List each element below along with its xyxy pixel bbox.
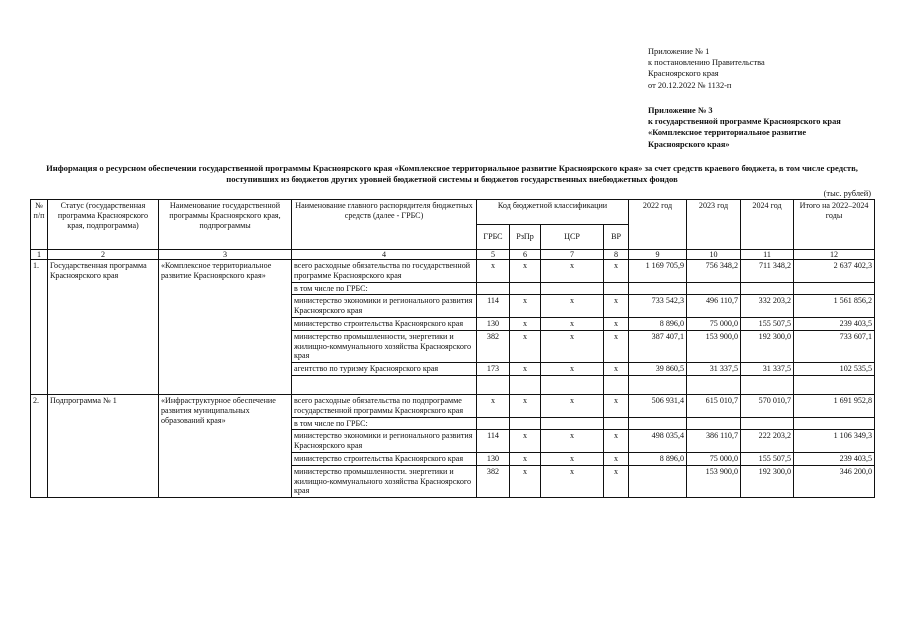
value-2023-cell: 496 110,7 bbox=[687, 295, 741, 318]
rzpr-cell: х bbox=[510, 295, 541, 318]
value-total-cell: 346 200,0 bbox=[794, 465, 875, 497]
csr-cell: х bbox=[541, 452, 604, 465]
grbs-cell: 382 bbox=[477, 330, 510, 362]
rzpr-cell: х bbox=[510, 260, 541, 283]
value-2024-cell: 711 348,2 bbox=[741, 260, 794, 283]
grbs-cell: х bbox=[477, 394, 510, 417]
value-2024-cell bbox=[741, 282, 794, 295]
grbs-name-cell: агентство по туризму Красноярского края bbox=[292, 363, 477, 376]
value-2022-cell: 1 169 705,9 bbox=[629, 260, 687, 283]
header-grbs-name: Наименование главного распорядителя бюджетных средств (далее - ГРБС) bbox=[292, 200, 477, 250]
csr-cell bbox=[541, 417, 604, 430]
grbs-cell bbox=[477, 282, 510, 295]
resource-table bbox=[30, 199, 875, 498]
header-grbs: ГРБС bbox=[477, 225, 510, 250]
header-rzpr: РзПр bbox=[510, 225, 541, 250]
value-2024-cell: 570 010,7 bbox=[741, 394, 794, 417]
vr-cell: х bbox=[604, 452, 629, 465]
grbs-name-cell: министерство экономики и регионального развития Красноярского края bbox=[292, 295, 477, 318]
grbs-name-cell: в том числе по ГРБС: bbox=[292, 417, 477, 430]
value-2022-cell bbox=[629, 417, 687, 430]
column-number: 2 bbox=[48, 250, 159, 260]
csr-cell: х bbox=[541, 260, 604, 283]
annex-1-line: Красноярского края bbox=[648, 69, 719, 79]
annex-1-line: Приложение № 1 bbox=[648, 47, 710, 56]
column-number: 8 bbox=[604, 250, 629, 260]
csr-cell: х bbox=[541, 394, 604, 417]
value-2023-cell: 756 348,2 bbox=[687, 260, 741, 283]
units-label: (тыс. рублей) bbox=[823, 189, 871, 198]
value-2022-cell: 733 542,3 bbox=[629, 295, 687, 318]
vr-cell: х bbox=[604, 317, 629, 330]
rzpr-cell: х bbox=[510, 430, 541, 453]
value-total-cell: 2 637 402,3 bbox=[794, 260, 875, 283]
csr-cell: х bbox=[541, 430, 604, 453]
rzpr-cell bbox=[510, 282, 541, 295]
grbs-name-cell: министерство промышленности, энергетики и жилищно-коммунального хозяйства Красноярского края bbox=[292, 330, 477, 362]
vr-cell: х bbox=[604, 465, 629, 497]
header-2024: 2024 год bbox=[741, 200, 794, 250]
section-1-name: «Комплексное территориальное развитие Красноярского края» bbox=[159, 260, 292, 395]
value-2022-cell: 8 896,0 bbox=[629, 317, 687, 330]
value-total-cell: 239 403,5 bbox=[794, 317, 875, 330]
rzpr-cell: х bbox=[510, 394, 541, 417]
annex-3-line: к государственной программе Красноярского края bbox=[648, 117, 841, 127]
section-2-status: Подпрограмма № 1 bbox=[48, 394, 159, 497]
header-kbk: Код бюджетной классификации bbox=[477, 200, 629, 225]
vr-cell: х bbox=[604, 330, 629, 362]
value-2023-cell: 75 000,0 bbox=[687, 317, 741, 330]
annex-3-line: Приложение № 3 bbox=[648, 106, 713, 115]
header-total: Итого на 2022–2024 годы bbox=[794, 200, 875, 250]
header-csr: ЦСР bbox=[541, 225, 604, 250]
value-2022-cell: 39 860,5 bbox=[629, 363, 687, 376]
header-2022: 2022 год bbox=[629, 200, 687, 250]
column-number: 11 bbox=[741, 250, 794, 260]
value-2024-cell: 155 507,5 bbox=[741, 317, 794, 330]
column-number: 4 bbox=[292, 250, 477, 260]
value-total-cell: 1 561 856,2 bbox=[794, 295, 875, 318]
table-row bbox=[31, 260, 875, 283]
grbs-cell: 130 bbox=[477, 317, 510, 330]
value-2023-cell: 75 000,0 bbox=[687, 452, 741, 465]
column-number: 5 bbox=[477, 250, 510, 260]
value-2024-cell: 155 507,5 bbox=[741, 452, 794, 465]
grbs-name-cell: министерство экономики и регионального развития Красноярского края bbox=[292, 430, 477, 453]
value-2022-cell: 506 931,4 bbox=[629, 394, 687, 417]
value-2024-cell: 31 337,5 bbox=[741, 363, 794, 376]
vr-cell: х bbox=[604, 295, 629, 318]
column-number: 7 bbox=[541, 250, 604, 260]
value-total-cell: 733 607,1 bbox=[794, 330, 875, 362]
section-1-num: 1. bbox=[31, 260, 48, 395]
vr-cell bbox=[604, 417, 629, 430]
value-2022-cell: 387 407,1 bbox=[629, 330, 687, 362]
column-number: 3 bbox=[159, 250, 292, 260]
csr-cell: х bbox=[541, 317, 604, 330]
rzpr-cell: х bbox=[510, 452, 541, 465]
value-2023-cell bbox=[687, 417, 741, 430]
header-vr: ВР bbox=[604, 225, 629, 250]
header-row bbox=[31, 200, 875, 225]
grbs-name-cell: министерство промышленности. энергетики и жилищно-коммунального хозяйства Красноярского края bbox=[292, 465, 477, 497]
vr-cell: х bbox=[604, 430, 629, 453]
grbs-cell: 173 bbox=[477, 363, 510, 376]
document-title: Информация о ресурсном обеспечении государственной программы Красноярского края «Комплексное территориальное развитие Красноярского края» за счет средств краевого бюджета, в том числе средств, поступивших из бюджетов других уровней бюджетной системы и бюджетов государственных внебюджетных фондов bbox=[46, 163, 858, 184]
annex-1-block bbox=[648, 46, 765, 91]
rzpr-cell: х bbox=[510, 317, 541, 330]
header-name: Наименование государственной программы Красноярского края, подпрограммы bbox=[159, 200, 292, 250]
value-2023-cell: 386 110,7 bbox=[687, 430, 741, 453]
vr-cell bbox=[604, 282, 629, 295]
csr-cell: х bbox=[541, 330, 604, 362]
csr-cell bbox=[541, 282, 604, 295]
value-2022-cell: 498 035,4 bbox=[629, 430, 687, 453]
value-total-cell: 1 106 349,3 bbox=[794, 430, 875, 453]
value-2024-cell: 222 203,2 bbox=[741, 430, 794, 453]
value-2024-cell: 192 300,0 bbox=[741, 465, 794, 497]
column-number-row bbox=[31, 250, 875, 260]
csr-cell: х bbox=[541, 465, 604, 497]
grbs-cell: 114 bbox=[477, 295, 510, 318]
value-total-cell: 239 403,5 bbox=[794, 452, 875, 465]
annex-3-line: Красноярского края» bbox=[648, 139, 730, 149]
column-number: 12 bbox=[794, 250, 875, 260]
section-1-status: Государственная программа Красноярского края bbox=[48, 260, 159, 395]
value-2023-cell: 153 900,0 bbox=[687, 330, 741, 362]
value-2024-cell: 192 300,0 bbox=[741, 330, 794, 362]
rzpr-cell bbox=[510, 417, 541, 430]
value-2023-cell: 31 337,5 bbox=[687, 363, 741, 376]
annex-3-block bbox=[648, 105, 841, 150]
vr-cell: х bbox=[604, 363, 629, 376]
value-2023-cell bbox=[687, 282, 741, 295]
grbs-cell: 130 bbox=[477, 452, 510, 465]
vr-cell: х bbox=[604, 260, 629, 283]
value-2024-cell: 332 203,2 bbox=[741, 295, 794, 318]
column-number: 9 bbox=[629, 250, 687, 260]
value-2022-cell bbox=[629, 465, 687, 497]
grbs-cell: 382 bbox=[477, 465, 510, 497]
section-2-num: 2. bbox=[31, 394, 48, 497]
annex-3-line: «Комплексное территориальное развитие bbox=[648, 128, 807, 138]
value-2022-cell: 8 896,0 bbox=[629, 452, 687, 465]
value-total-cell: 1 691 952,8 bbox=[794, 394, 875, 417]
grbs-name-cell: министерство строительства Красноярского края bbox=[292, 452, 477, 465]
column-number: 1 bbox=[31, 250, 48, 260]
rzpr-cell: х bbox=[510, 465, 541, 497]
grbs-name-cell: в том числе по ГРБС: bbox=[292, 282, 477, 295]
column-number: 6 bbox=[510, 250, 541, 260]
value-2023-cell: 153 900,0 bbox=[687, 465, 741, 497]
annex-1-line: к постановлению Правительства bbox=[648, 58, 765, 68]
column-number: 10 bbox=[687, 250, 741, 260]
header-status: Статус (государственная программа Красноярского края, подпрограмма) bbox=[48, 200, 159, 250]
csr-cell: х bbox=[541, 363, 604, 376]
annex-1-line: от 20.12.2022 № 1132-п bbox=[648, 80, 732, 90]
header-2023: 2023 год bbox=[687, 200, 741, 250]
grbs-cell: х bbox=[477, 260, 510, 283]
value-2022-cell bbox=[629, 282, 687, 295]
grbs-name-cell: всего расходные обязательства по подпрограмме государственной программы Красноярского края bbox=[292, 394, 477, 417]
value-total-cell bbox=[794, 417, 875, 430]
csr-cell: х bbox=[541, 295, 604, 318]
vr-cell: х bbox=[604, 394, 629, 417]
value-2023-cell: 615 010,7 bbox=[687, 394, 741, 417]
rzpr-cell: х bbox=[510, 330, 541, 362]
grbs-cell bbox=[477, 417, 510, 430]
rzpr-cell: х bbox=[510, 363, 541, 376]
section-2-name: «Инфраструктурное обеспечение развития муниципальных образований края» bbox=[159, 394, 292, 497]
value-2024-cell bbox=[741, 417, 794, 430]
grbs-name-cell: министерство строительства Красноярского края bbox=[292, 317, 477, 330]
value-total-cell bbox=[794, 282, 875, 295]
table-row bbox=[31, 394, 875, 417]
value-total-cell: 102 535,5 bbox=[794, 363, 875, 376]
grbs-name-cell: всего расходные обязательства по государственной программе Красноярского края bbox=[292, 260, 477, 283]
header-num: № п/п bbox=[31, 200, 48, 250]
grbs-cell: 114 bbox=[477, 430, 510, 453]
